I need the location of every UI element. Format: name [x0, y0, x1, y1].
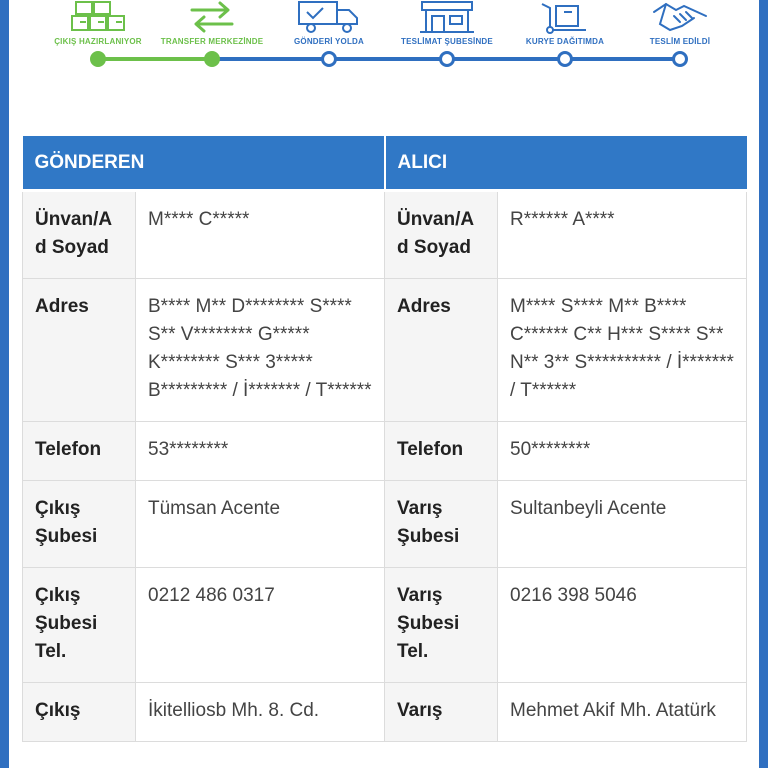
- transfer-arrows-icon: [186, 0, 238, 34]
- table-header-row: [23, 136, 747, 191]
- step-preparing: [38, 0, 158, 46]
- sender-name-label: Ünvan/Ad Soyad: [23, 191, 136, 279]
- step-dot-preparing: [90, 51, 106, 67]
- table-row: [23, 191, 747, 279]
- step-delivery-branch: [387, 0, 507, 46]
- origin-branch-phone-value: 0212 486 0317: [136, 568, 385, 683]
- origin-address-value: İkitelliosb Mh. 8. Cd.: [136, 683, 385, 742]
- sender-phone-label: Telefon: [23, 422, 136, 481]
- handshake-icon: [652, 0, 708, 34]
- origin-branch-value: Tümsan Acente: [136, 481, 385, 568]
- table-row: [23, 279, 747, 422]
- step-label: TRANSFER MERKEZİNDE: [160, 37, 264, 46]
- step-label: GÖNDERİ YOLDA: [293, 37, 364, 46]
- origin-branch-phone-label: Çıkış Şubesi Tel.: [23, 568, 136, 683]
- origin-address-label: Çıkış: [23, 683, 136, 742]
- step-label: ÇIKIŞ HAZIRLANIYOR: [54, 37, 142, 46]
- receiver-header: ALICI: [385, 136, 747, 191]
- sender-header: GÖNDEREN: [23, 136, 385, 191]
- hand-truck-icon: [538, 0, 592, 34]
- step-label: KURYE DAĞITIMDA: [525, 37, 605, 46]
- receiver-name-value: R****** A****: [498, 191, 747, 279]
- sender-address-value: B**** M** D******** S**** S** V******** G***** K******** S*** 3***** B********* / İ******* / T******: [136, 279, 385, 422]
- sender-phone-value: 53********: [136, 422, 385, 481]
- step-dot-delivered: [672, 51, 688, 67]
- receiver-address-value: M**** S**** M** B**** C****** C** H*** S**** S** N** 3** S********** / İ******* / T******: [498, 279, 747, 422]
- sender-address-label: Adres: [23, 279, 136, 422]
- shipment-tracking-page: [9, 0, 759, 768]
- step-dot-courier: [557, 51, 573, 67]
- truck-icon: [297, 0, 361, 34]
- step-dot-on-the-way: [321, 51, 337, 67]
- receiver-phone-label: Telefon: [385, 422, 498, 481]
- receiver-phone-value: 50********: [498, 422, 747, 481]
- destination-branch-phone-label: Varış Şubesi Tel.: [385, 568, 498, 683]
- destination-address-value: Mehmet Akif Mh. Atatürk: [498, 683, 747, 742]
- step-on-the-way: [269, 0, 389, 46]
- destination-address-label: Varış: [385, 683, 498, 742]
- step-transfer: [152, 0, 272, 46]
- table-row: [23, 568, 747, 683]
- step-label: TESLİMAT ŞUBESİNDE: [401, 37, 493, 46]
- progress-line-completed: [98, 57, 212, 61]
- boxes-icon: [70, 0, 126, 34]
- origin-branch-label: Çıkış Şubesi: [23, 481, 136, 568]
- destination-branch-label: Varış Şubesi: [385, 481, 498, 568]
- table-row: [23, 481, 747, 568]
- step-dot-transfer: [204, 51, 220, 67]
- receiver-name-label: Ünvan/Ad Soyad: [385, 191, 498, 279]
- shipment-details-table: [22, 136, 747, 742]
- shipment-progress-tracker: [9, 0, 759, 80]
- destination-branch-value: Sultanbeyli Acente: [498, 481, 747, 568]
- sender-name-value: M**** C*****: [136, 191, 385, 279]
- table-row: [23, 683, 747, 742]
- table-row: [23, 422, 747, 481]
- step-delivered: [620, 0, 740, 46]
- destination-branch-phone-value: 0216 398 5046: [498, 568, 747, 683]
- receiver-address-label: Adres: [385, 279, 498, 422]
- store-icon: [418, 0, 476, 34]
- step-courier: [505, 0, 625, 46]
- step-dot-delivery-branch: [439, 51, 455, 67]
- step-label: TESLİM EDİLDİ: [649, 37, 711, 46]
